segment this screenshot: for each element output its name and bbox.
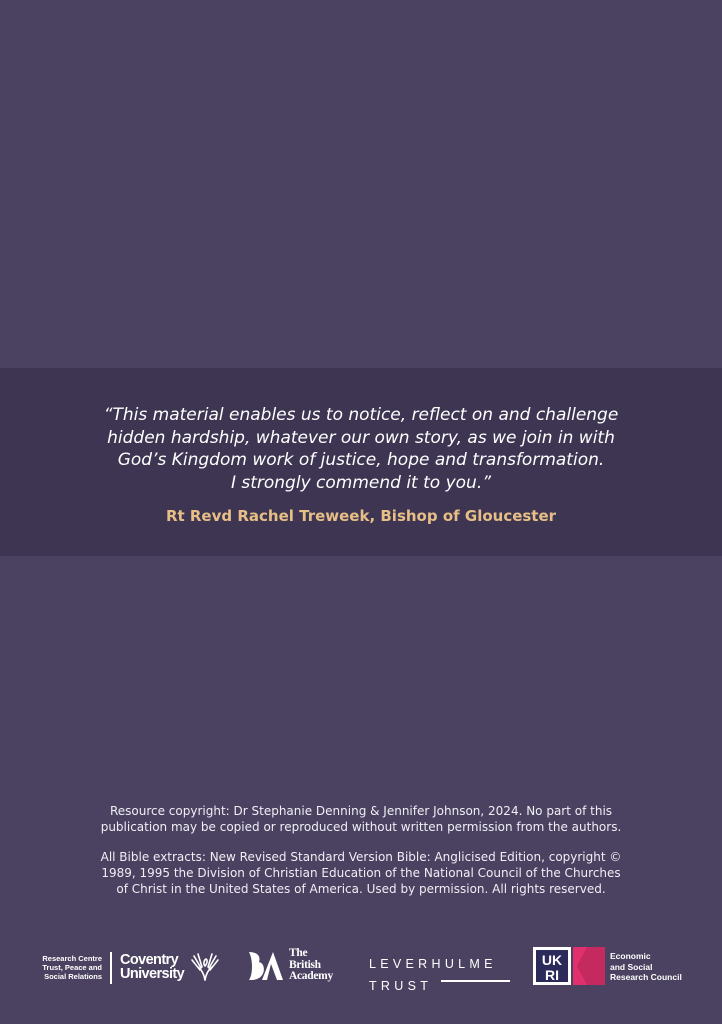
copyright-line: All Bible extracts: New Revised Standard Version Bible: Anglicised Edition, copyright © <box>100 850 622 864</box>
phoenix-icon <box>190 952 220 982</box>
coventry-word: Coventry <box>120 952 179 968</box>
quote-line: hidden hardship, whatever our own story, as we join in with <box>107 427 615 448</box>
resource-copyright <box>60 803 662 835</box>
logo-divider <box>110 952 112 984</box>
university-word: University <box>120 966 185 982</box>
research-centre-label <box>30 954 102 981</box>
ukri-logo-icon <box>533 945 605 987</box>
quote-line: God’s Kingdom work of justice, hope and transformation. <box>117 450 605 470</box>
partner-logos <box>0 940 722 993</box>
copyright-line: Resource copyright: Dr Stephanie Denning & Jennifer Johnson, 2024. No part of this <box>109 804 613 818</box>
copyright-line: 1989, 1995 the Division of Christian Education of the National Council of the Churches <box>101 866 621 880</box>
copyright-line: of Christ in the United States of America. Used by permission. All rights reserved. <box>116 882 606 896</box>
esrc-wordmark <box>610 951 682 983</box>
esrc-line: Economic <box>610 951 651 961</box>
bible-copyright <box>60 849 662 897</box>
quote-line: “This material enables us to notice, reflect on and challenge <box>103 405 619 425</box>
esrc-line: Research Council <box>610 972 682 982</box>
leverhulme-word: LEVERHULME <box>369 957 497 971</box>
ba-word: British <box>289 958 321 971</box>
research-centre-line: Trust, Peace and <box>42 963 102 972</box>
british-academy-wordmark <box>289 948 333 983</box>
trust-word: TRUST <box>369 979 433 993</box>
quote-line: I strongly commend it to you.” <box>230 472 492 493</box>
quote-attribution: Rt Revd Rachel Treweek, Bishop of Gloucester <box>165 507 557 525</box>
endorsement-quote <box>40 404 682 494</box>
ba-word: The <box>289 947 308 959</box>
ba-word: Academy <box>289 970 333 982</box>
research-centre-line: Research Centre <box>42 954 102 963</box>
leverhulme-underline <box>441 980 510 982</box>
ukri-mark-text: UK <box>541 952 563 968</box>
research-centre-line: Social Relations <box>44 972 102 981</box>
leverhulme-trust-wordmark <box>369 953 497 997</box>
esrc-line: and Social <box>610 961 653 972</box>
coventry-university-wordmark <box>120 953 184 981</box>
british-academy-icon <box>247 950 285 982</box>
copyright-line: publication may be copied or reproduced without written permission from the authors. <box>100 820 622 834</box>
ukri-mark-text: RI <box>545 967 559 983</box>
